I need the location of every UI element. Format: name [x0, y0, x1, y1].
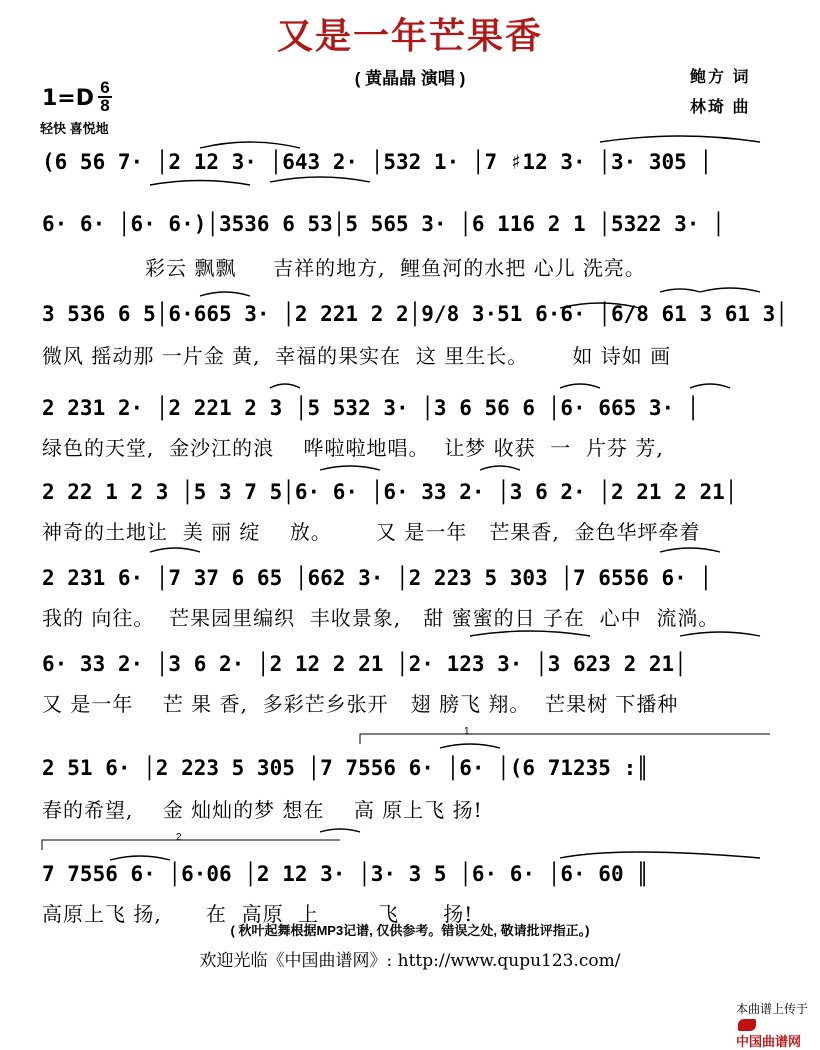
tempo-marking: 轻快 喜悦地	[40, 121, 109, 136]
meter-bottom: 8	[100, 96, 110, 115]
music-line-8: 2 51 6· │2 223 5 305 │7 7556 6· │6· │(6 71235 :║	[42, 756, 649, 780]
lyric-line-7: 又 是一年 芒 果 香, 多彩芒乡张开 翅 膀飞 翔。 芒果树 下播种	[42, 692, 679, 716]
performer-credit: ( 黄晶晶 演唱 )	[354, 69, 466, 88]
lyricist-credit: 鲍方 词	[690, 69, 751, 86]
meter-top: 6	[100, 78, 110, 97]
music-line-5: 2 22 1 2 3 │5 3 7 5│6· 6· │6· 33 2· │3 6 2· │2 21 2 21│	[42, 480, 738, 504]
composer-credit: 林琦 曲	[690, 99, 751, 116]
footer-prefix: 本曲谱上传于	[735, 1002, 808, 1016]
site-logo-icon	[738, 1019, 756, 1031]
lyric-line-8: 春的希望, 金 灿灿的梦 想在 高 原上飞 扬!	[42, 798, 483, 822]
page-title: 又是一年芒果香	[276, 15, 543, 57]
lyric-line-4: 绿色的天堂, 金沙江的浪 哗啦啦地唱。 让梦 收获 一 片芬 芳,	[42, 436, 664, 460]
transcription-note: ( 秋叶起舞根据MP3记谱, 仅供参考。错误之处, 敬请批评指正。)	[230, 923, 590, 938]
music-line-9: 7 7556 6· │6·06 │2 12 3· │3· 3 5 │6· 6· │6· 60 ║	[42, 862, 649, 886]
upload-footer	[729, 986, 808, 1050]
site-banner: 欢迎光临《中国曲谱网》: http://www.qupu123.com/	[199, 951, 621, 971]
lyric-line-2: 彩云 飘飘 吉祥的地方, 鲤鱼河的水把 心儿 洗亮。	[42, 256, 646, 280]
music-line-7: 6· 33 2· │3 6 2· │2 12 2 21 │2· 123 3· │3 623 2 21│	[42, 652, 687, 676]
key-signature: 1=D	[42, 86, 95, 111]
music-line-1: (6 56 7· │2 12 3· │643 2· │532 1· │7 ♯12 3· │3· 305 │	[42, 150, 713, 174]
lyric-line-5: 神奇的土地让 美 丽 绽 放。 又 是一年 芒果香, 金色华坪牵着	[42, 520, 701, 544]
music-line-4: 2 231 2· │2 221 2 3 │5 532 3· │3 6 56 6 │6· 665 3· │	[42, 396, 700, 420]
lyric-line-6: 我的 向往。 芒果园里编织 丰收景象, 甜 蜜蜜的日 子在 心中 流淌。	[42, 606, 720, 630]
lyric-line-3: 微风 摇动那 一片金 黄, 幸福的果实在 这 里生长。 如 诗如 画	[42, 344, 672, 368]
lyric-line-9: 高原上飞 扬, 在 高原 上 飞 扬!	[42, 902, 474, 926]
music-line-2: 6· 6· │6· 6·)│3536 6 53│5 565 3· │6 116 2 1 │5322 3· │	[42, 212, 725, 236]
footer-brand: 中国曲谱网	[735, 1034, 801, 1049]
volta-1-label: 1	[464, 726, 470, 737]
music-line-3: 3 536 6 5│6·665 3· │2 221 2 2│9/8 3·51 6·6· │6/8 61 3 61 3│	[42, 302, 788, 326]
music-line-6: 2 231 6· │7 37 6 65 │662 3· │2 223 5 303 │7 6556 6· │	[42, 566, 713, 590]
volta-2-label: 2	[176, 832, 182, 843]
